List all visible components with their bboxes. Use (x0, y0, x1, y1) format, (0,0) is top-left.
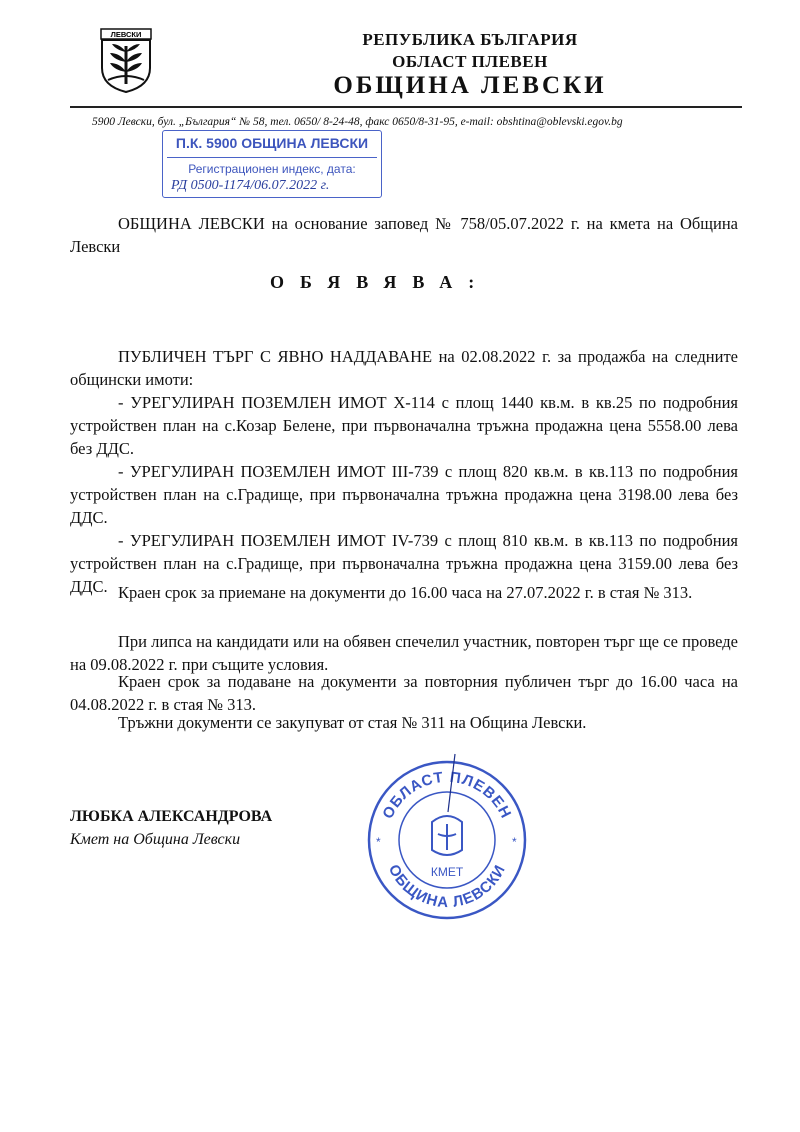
svg-text:*: * (512, 835, 517, 849)
signatory-title: Кмет на Община Левски (70, 831, 241, 848)
intro-paragraph: ОБЩИНА ЛЕВСКИ на основание заповед № 758/05.07.2022 г. на кмета на Община Левски (70, 214, 738, 256)
auction-paragraph: ПУБЛИЧЕН ТЪРГ С ЯВНО НАДДАВАНЕ на 02.08.2022 г. за продажба на следните общински имоти: (70, 347, 738, 389)
repeat-deadline-paragraph: Краен срок за подаване на документи за повторния публичен търг до 16.00 часа на 04.08.2022 г. в стая № 313. (70, 672, 738, 714)
repeat-auction-paragraph: При липса на кандидати или на обявен спечелил участник, повторен търг ще се проведе на 09.08.2022 г. при същите условия. (70, 632, 738, 674)
property-item-3: - УРЕГУЛИРАН ПОЗЕМЛЕН ИМОТ IV-739 с площ 810 кв.м. в кв.113 по подробния устройствен план на с.Градище, при първоначална тръжна продажна цена 3159.00 лева без ДДС. (70, 531, 738, 596)
deadline-paragraph: Краен срок за приемане на документи до 16.00 часа на 27.07.2022 г. в стая № 313. (118, 583, 693, 602)
header-divider (70, 106, 742, 108)
stamp-index-label: Регистрационен индекс, дата: (188, 162, 356, 176)
seal-inner-text: КМЕТ (430, 865, 464, 879)
header-region: ОБЛАСТ ПЛЕВЕН (392, 52, 548, 71)
registration-stamp (162, 130, 382, 198)
signatory-name: ЛЮБКА АЛЕКСАНДРОВА (70, 808, 273, 825)
stamp-handwritten-number: РД 0500-1174/06.07.2022 г. (171, 178, 330, 193)
official-seal (362, 752, 532, 922)
seal-top-text: ОБЛАСТ ПЛЕВЕН (379, 768, 515, 822)
header-contacts: 5900 Левски, бул. „България“ № 58, тел. 0650/ 8-24-48, факс 0650/8-31-95, e-mail: obshtina@oblevski.egov.bg (92, 116, 623, 128)
documents-purchase-paragraph: Тръжни документи се закупуват от стая № 311 на Община Левски. (118, 713, 587, 732)
header-municipality: ОБЩИНА ЛЕВСКИ (333, 72, 607, 99)
property-item-1: - УРЕГУЛИРАН ПОЗЕМЛЕН ИМОТ Х-114 с площ 1440 кв.м. в кв.25 по подробния устройствен план на с.Козар Белене, при първоначална тръжна продажна цена 5558.00 лева без ДДС. (70, 393, 738, 458)
stamp-divider (167, 157, 377, 158)
crest-label: ЛЕВСКИ (110, 30, 142, 39)
svg-text:*: * (376, 835, 381, 849)
header-country: РЕПУБЛИКА БЪЛГАРИЯ (362, 30, 578, 49)
municipality-crest-icon (100, 28, 152, 94)
stamp-office-line: П.К. 5900 ОБЩИНА ЛЕВСКИ (175, 135, 369, 151)
seal-bottom-text: ОБЩИНА ЛЕВСКИ (384, 861, 510, 912)
announce-heading: ОБЯВЯВА: (270, 272, 491, 292)
property-item-2: - УРЕГУЛИРАН ПОЗЕМЛЕН ИМОТ III-739 с площ 820 кв.м. в кв.113 по подробния устройствен план на с.Градище, при първоначална тръжна продажна цена 3198.00 лева без ДДС. (70, 462, 738, 527)
